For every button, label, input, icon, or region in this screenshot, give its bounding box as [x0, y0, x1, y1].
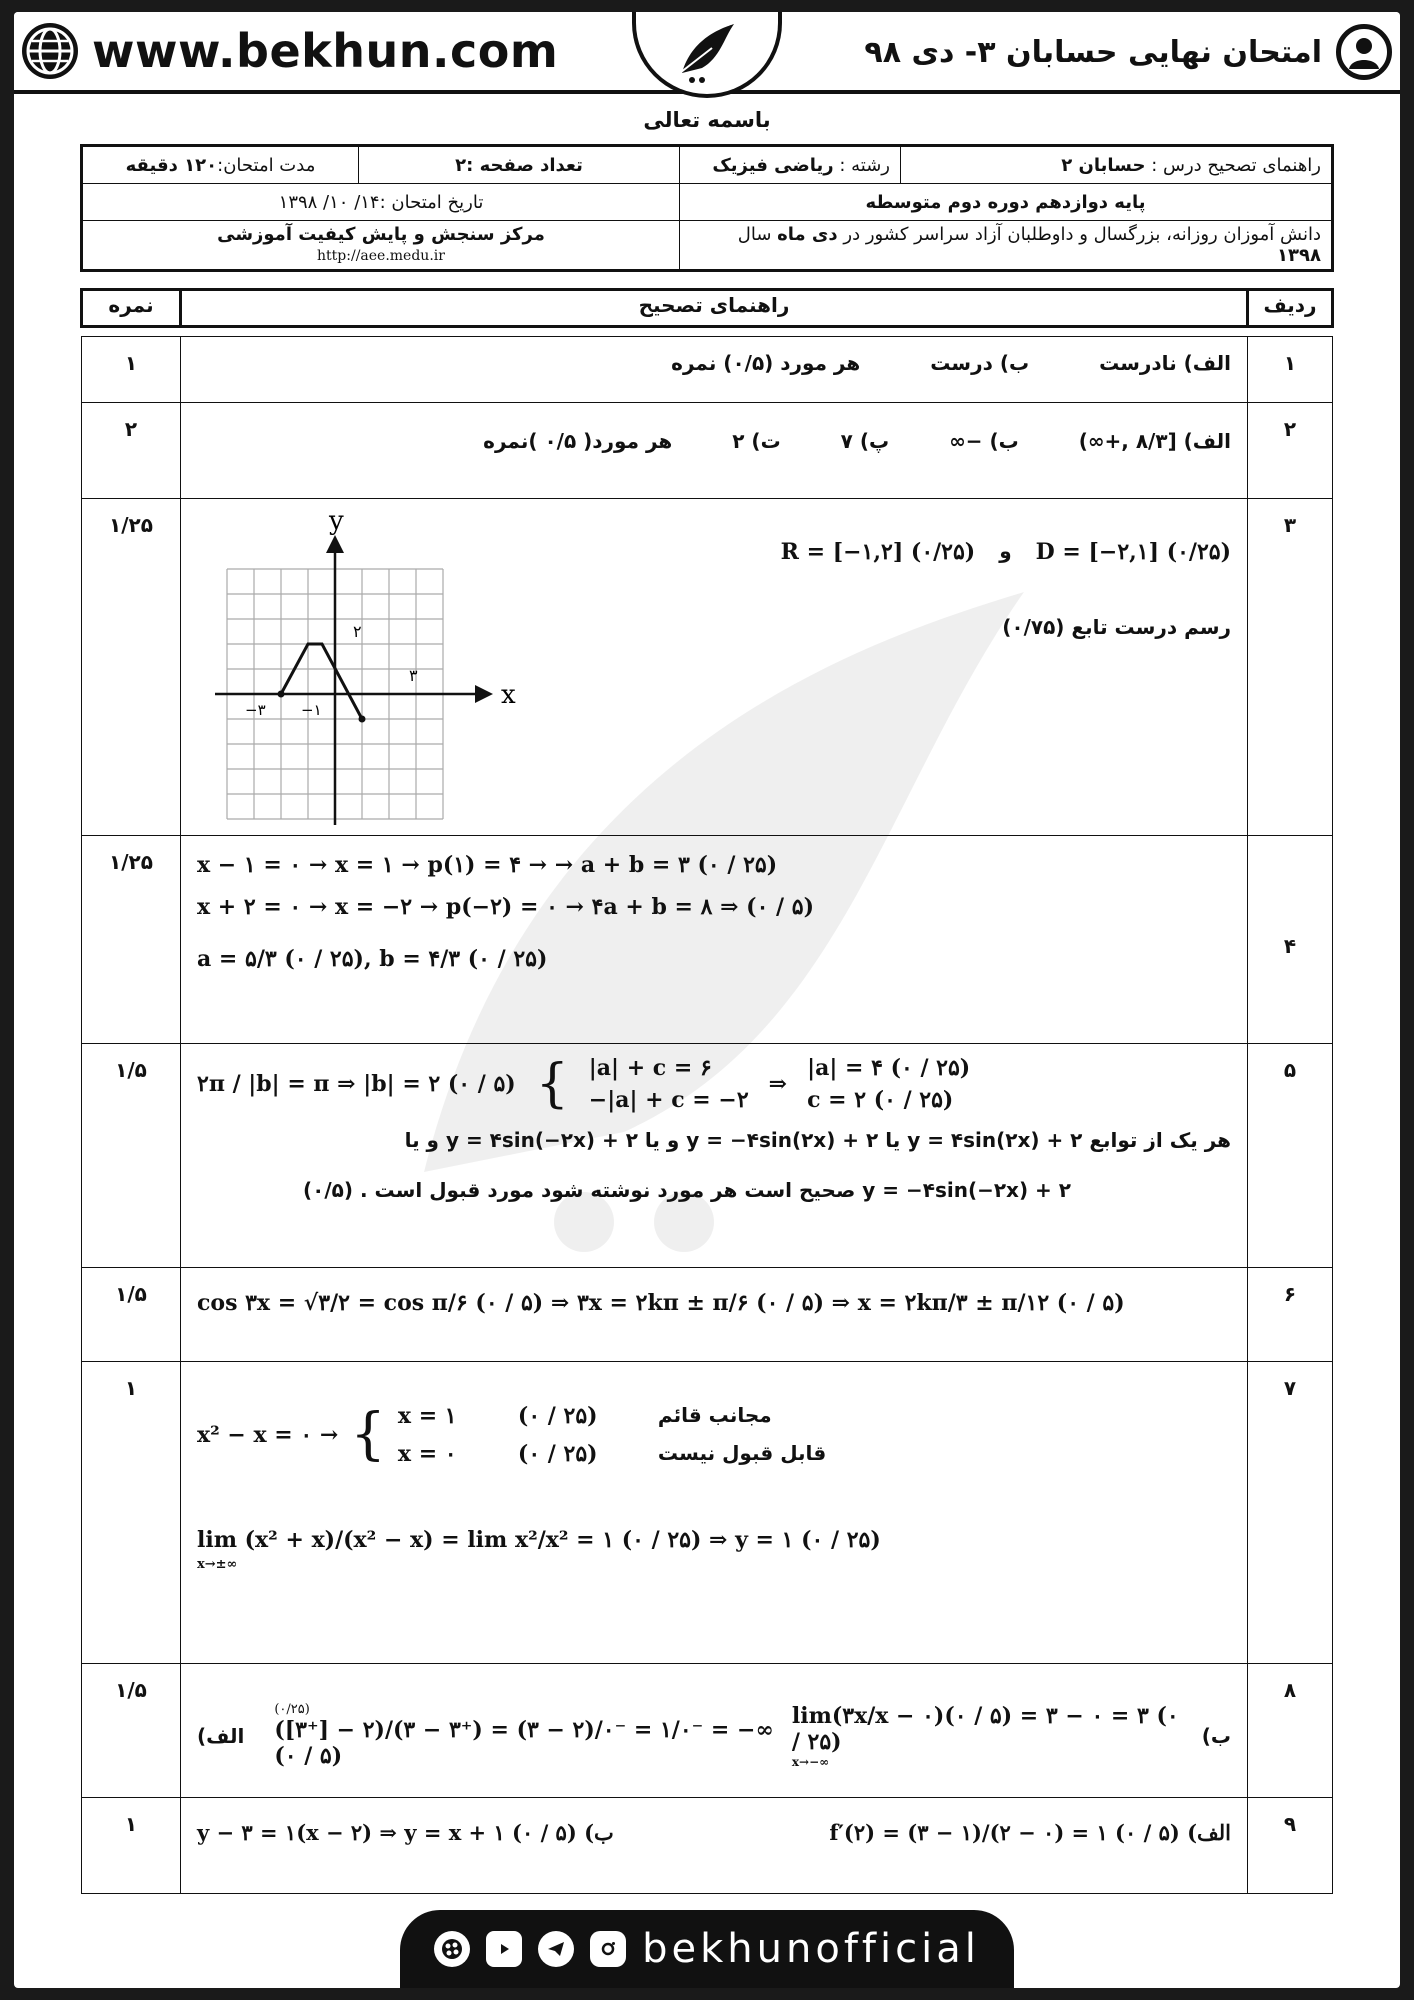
row-score: ۱	[82, 337, 181, 403]
function-graph	[197, 509, 557, 825]
answer-d: ت) ۲	[732, 429, 781, 453]
col-score: نمره	[82, 290, 181, 327]
answer-b: ب) درست	[930, 351, 1030, 375]
y-label: y	[329, 509, 344, 536]
field-label: رشته :	[839, 154, 890, 176]
eq-line-1: x − ۱ = ۰ → x = ۱ → p(۱) = ۴ → → a + b = ۳ (۰ / ۲۵)	[197, 852, 778, 878]
duration-label: مدت امتحان:	[217, 154, 316, 176]
and-word: و	[999, 539, 1012, 563]
answer-a: الف) [۸/۳ ,+∞)	[1078, 429, 1231, 453]
exam-info-table	[80, 144, 1334, 272]
answer-cell	[181, 337, 1248, 403]
duration-value: ۱۲۰ دقیقه	[125, 154, 218, 176]
user-avatar-icon	[1336, 24, 1392, 80]
row-number: ۶	[1248, 1268, 1333, 1362]
case-2-score: (۰ / ۲۵)	[517, 1440, 598, 1467]
course-label: راهنمای تصحیح درس :	[1151, 154, 1321, 176]
x-label: x	[501, 680, 516, 710]
answer-table	[80, 288, 1334, 1894]
functions-text: هر یک از توابع y = ۴sin(۲x) + ۲ یا y = −۴sin(۲x) + ۲ و یا y = ۴sin(−۲x) + ۲ و یا	[404, 1128, 1231, 1152]
row-number: ۸	[1248, 1664, 1333, 1798]
site-link[interactable]	[22, 20, 558, 82]
period-eq: ۲π / |b| = π ⇒ |b| = ۲ (۰ / ۵)	[197, 1071, 516, 1097]
row-score: ۱	[82, 1798, 181, 1894]
answer-cell: x² − x = ۰ → { x = ۱ (۰ / ۲۵) مجانب قائم x = ۰ (۰ / ۲۵) قابل قبول نیست lim (x² + x)/(x² − x) = lim x²/x² = ۱ (۰ / ۲۵) ⇒ y = ۱ (۰ / ۲۵) x→±∞	[181, 1362, 1248, 1664]
exam-month: دی ماه	[777, 224, 838, 245]
row-number: ۳	[1248, 499, 1333, 836]
eq-line-3: a = ۵/۳ (۰ / ۲۵), b = ۴/۳ (۰ / ۲۵)	[197, 946, 548, 972]
youtube-icon[interactable]	[486, 1931, 522, 1967]
aparat-icon[interactable]	[434, 1931, 470, 1967]
table-row	[82, 337, 1333, 403]
answer-c: پ) ۷	[840, 429, 890, 453]
limit-sub: x→±∞	[197, 1557, 238, 1572]
row-number: ۱	[1248, 337, 1333, 403]
telegram-icon[interactable]	[538, 1931, 574, 1967]
answer-cell	[181, 1664, 1248, 1798]
answer-cell: ۲π / |b| = π ⇒ |b| = ۲ (۰ / ۵) { |a| + c = ۶ −|a| + c = −۲ ⇒ |a| = ۴ (۰ / ۲۵) c = ۲ (۰ / ۲۵) هر یک از توابع y = ۴sin(۲x) + ۲ یا y = −۴sin(۲x) + ۲ و یا y = ۴sin(−۲x) + ۲ و یا y = −۴sin(−۲x) + ۲ صحیح است هر مورد نوشته شود مورد قبول است . (۰/۵)	[181, 1044, 1248, 1268]
limit-eq: lim (x² + x)/(x² − x) = lim x²/x² = ۱ (۰ / ۲۵) ⇒ y = ۱ (۰ / ۲۵)	[197, 1527, 881, 1553]
site-url: www.bekhun.com	[92, 24, 559, 78]
field-name: ریاضی فیزیک	[712, 154, 834, 176]
table-row	[82, 1664, 1333, 1798]
row-number: ۹	[1248, 1798, 1333, 1894]
part-b-sub: x→−∞	[791, 1754, 830, 1769]
bismillah: باسمه تعالی	[643, 108, 771, 132]
system-eq-1: |a| + c = ۶	[588, 1055, 712, 1081]
table-row	[82, 1362, 1333, 1664]
instagram-icon[interactable]	[590, 1931, 626, 1967]
draw-note: رسم درست تابع (۰/۷۵)	[1002, 615, 1231, 639]
tick-3: ۳	[409, 666, 418, 685]
row-number: ۴	[1248, 836, 1333, 1044]
result-2: c = ۲ (۰ / ۲۵)	[807, 1087, 954, 1113]
table-row	[82, 836, 1333, 1044]
case-2-note: قابل قبول نیست	[657, 1440, 827, 1465]
center-url[interactable]: http://aee.medu.ir	[317, 248, 445, 264]
pages-count: تعداد صفحه :۲	[455, 154, 583, 176]
table-header	[82, 290, 1333, 327]
grade: پایه دوازدهم دوره دوم متوسطه	[865, 191, 1146, 213]
answer-cell	[181, 1268, 1248, 1362]
table-row	[82, 403, 1333, 499]
answer-b: ب) −∞	[949, 429, 1019, 453]
functions-note: y = −۴sin(−۲x) + ۲ صحیح است هر مورد نوشته شود مورد قبول است . (۰/۵)	[303, 1178, 1071, 1202]
footer-social-bar	[400, 1910, 1014, 1988]
table-row	[82, 1044, 1333, 1268]
case-2: x = ۰	[397, 1440, 457, 1467]
part-a-brace-score: (۰/۲۵)	[274, 1702, 310, 1717]
col-guide: راهنمای تصحیح	[181, 290, 1248, 327]
row-score: ۱/۵	[82, 1664, 181, 1798]
col-row: ردیف	[1248, 290, 1333, 327]
globe-icon	[22, 23, 78, 79]
case-1: x = ۱	[397, 1402, 457, 1429]
top-bar	[14, 12, 1400, 94]
result-1: |a| = ۴ (۰ / ۲۵)	[807, 1055, 971, 1081]
center-name: مرکز سنجش و پایش کیفیت آموزشی	[217, 224, 545, 246]
footer-handle[interactable]: bekhunofficial	[642, 1926, 980, 1972]
answer-a: الف) نادرست	[1099, 351, 1231, 375]
exam-title-text: امتحان نهایی حسابان ۳- دی ۹۸	[864, 34, 1322, 70]
answer-cell	[181, 1798, 1248, 1894]
exam-date: تاریخ امتحان :۱۴/ ۱۰/ ۱۳۹۸	[278, 191, 484, 213]
asymptote-eq: x² − x = ۰ →	[197, 1421, 339, 1448]
answer-cell	[181, 403, 1248, 499]
range: R = [−۱,۲] (۰/۲۵)	[780, 539, 976, 565]
exam-page	[14, 12, 1400, 1988]
bekhun-logo	[632, 12, 782, 98]
exam-title	[864, 22, 1392, 82]
tick-neg3: −۳	[245, 701, 266, 719]
row-number: ۵	[1248, 1044, 1333, 1268]
year-label: سال	[737, 224, 772, 245]
row-score: ۱/۲۵	[82, 836, 181, 1044]
domain: D = [−۲,۱] (۰/۲۵)	[1035, 539, 1231, 565]
table-row	[82, 1798, 1333, 1894]
score-note: هر مورد( ۰/۵ )نمره	[483, 429, 673, 453]
part-b-label: ب)	[1201, 1723, 1231, 1748]
answer-cell	[181, 499, 1248, 836]
case-1-note: مجانب قائم	[657, 1402, 772, 1427]
part-a-eq: ([۳⁺] − ۲)/(۳ − ۳⁺) = (۳ − ۲)/۰⁻ = ۱/۰⁻ = −∞ (۰ / ۵)	[274, 1717, 774, 1769]
trig-eq: cos ۳x = √۳/۲ = cos π/۶ (۰ / ۵) ⇒ ۳x = ۲kπ ± π/۶ (۰ / ۵) ⇒ x = ۲kπ/۳ ± π/۱۲ (۰ / ۵)	[197, 1290, 1125, 1316]
row-number: ۲	[1248, 403, 1333, 499]
eq-line-2: x + ۲ = ۰ → x = −۲ → p(−۲) = ۰ → ۴a + b = ۸ ⇒ (۰ / ۵)	[197, 894, 814, 920]
tick-2: ۲	[353, 622, 362, 641]
row-number: ۷	[1248, 1362, 1333, 1664]
score-note: هر مورد (۰/۵) نمره	[671, 351, 861, 375]
row-score: ۱/۵	[82, 1268, 181, 1362]
part-a-label: الف)	[197, 1723, 245, 1748]
row-score: ۱	[82, 1362, 181, 1664]
exam-year: ۱۳۹۸	[1277, 245, 1321, 266]
row-score: ۲	[82, 403, 181, 499]
case-1-score: (۰ / ۲۵)	[517, 1402, 598, 1429]
tick-neg1: −۱	[301, 701, 322, 719]
course-name: حسابان ۲	[1061, 154, 1146, 176]
students-text: دانش آموزان روزانه، بزرگسال و داوطلبان آزاد سراسر کشور در	[843, 224, 1321, 245]
table-row	[82, 499, 1333, 836]
part-a-derivative: الف) f′(۲) = (۳ − ۱)/(۲ − ۰) = ۱ (۰ / ۵)	[829, 1820, 1231, 1845]
part-b-eq: lim(۳x/x − ۰)(۰ / ۵) = ۳ − ۰ = ۳ (۰ / ۲۵)	[791, 1702, 1179, 1755]
system-eq-2: −|a| + c = −۲	[588, 1087, 749, 1113]
table-row	[82, 1268, 1333, 1362]
row-score: ۱/۲۵	[82, 499, 181, 836]
row-score: ۱/۵	[82, 1044, 181, 1268]
answer-cell	[181, 836, 1248, 1044]
part-b-tangent: ب) y − ۳ = ۱(x − ۲) ⇒ y = x + ۱ (۰ / ۵)	[197, 1820, 614, 1845]
